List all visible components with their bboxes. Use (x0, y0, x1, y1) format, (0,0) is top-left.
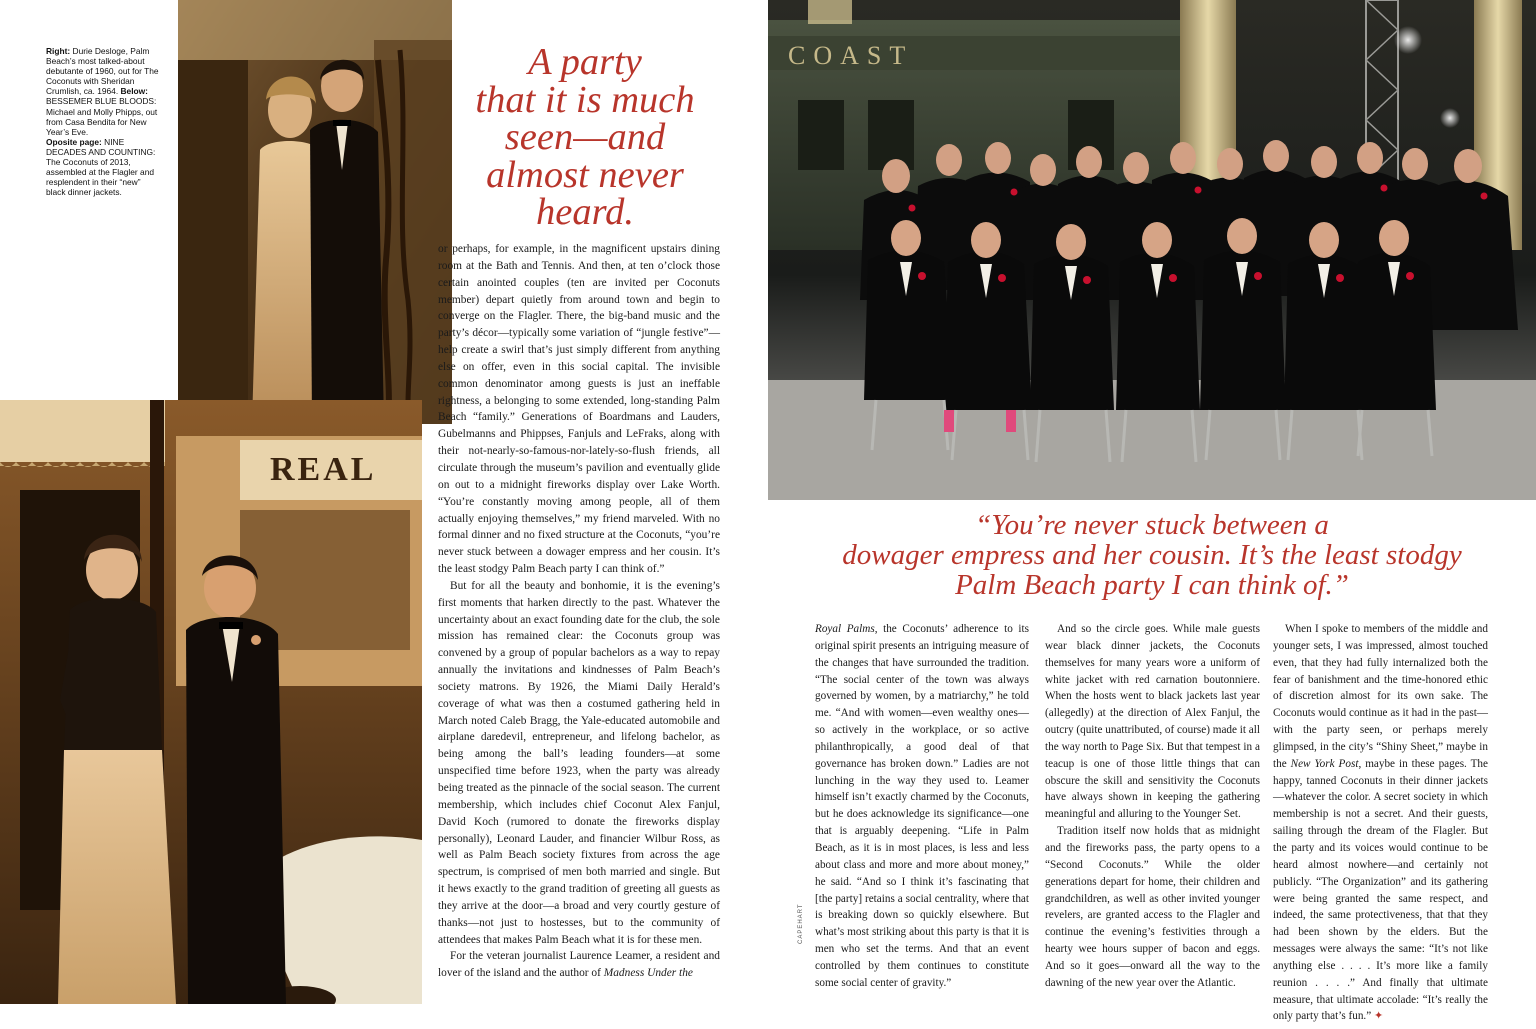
newspaper-italic: New York Post (1290, 757, 1359, 770)
column-4-text-b: , maybe in these pages. The happy, tanned Coconuts in their dinner jackets—whatever the color. A secret society in which membership is not a secret. And their guests, sailing through the dream of the Flagler. But the party and its voices would continue to be heard almost nowhere—and certainly not publicly. “The Organization” and its gathering were being granted the same respect, and indeed, the same protectiveness, that that they had been shown by the elders. But the messages were always the same: “It’s not like anything else . . . . It’s more like a family reunion . . . .” And finally that ultimate measure, that ultimate accolade: “It’s really the only party that’s fun.” (1273, 757, 1488, 1023)
pullquote-line: that it is much (475, 78, 695, 121)
photo-caption (46, 46, 162, 197)
photo-couple-phipps (0, 400, 422, 1004)
pullquote-party-seen (455, 41, 715, 233)
article-column-1 (438, 241, 720, 982)
article-column-2 (815, 621, 1029, 992)
caption-right-label: Right: (46, 46, 71, 56)
pullquote-line: “You’re never stuck between a (975, 509, 1329, 541)
column-1-last-lead: For the veteran journalist Laurence Leamer, a resident and lover of the island and the author of (438, 950, 720, 980)
column-3-paragraph: And so the circle goes. While male guests wear black dinner jackets, the Coconuts themselves for many years wore a uniform of white jacket with red carnation boutonniere. When the hosts went to black jackets last year (allegedly) at the direction of Alex Fanjul, the outcry (quite unattributed, of course) made it all the way north to Page Six. But that tempest in a teacup is one of those little things that can obscure the skill and sensitivity the Coconuts have always shown in keeping the gathering meaningful and alluring to the Younger Set. (1045, 623, 1260, 821)
column-1-paragraph: or perhaps, for example, in the magnificent upstairs dining room at the Bath and Tennis. And then, at ten o’clock those certain anointed couples (ten are invited per Coconuts member) depart quietly from around town and begin to converge on the Flagler. There, the big-band music and the party’s décor—typically some variation of “jungle festive”—help create a swirl that’s just simply different from anything else on offer, even in this social capital. The invisible common denominator among guests is just an ineffable rightness, a belonging to some extended, long-standing Palm Beach “family.” Generations of Boardmans and Lauders, Gubelmanns and Phippses, Fanjuls and LeFraks, along with their not-nearly-so-famous-nor-lately-so-flush friends, all circulate through the museum’s pavilion and eventually glide on out to a midnight fireworks display over Lake Worth. “You’re constantly moving among people, all of them actually enjoying themselves,” my friend marveled. With no formal dinner and no fixed structure at the Coconuts, “you’re never stuck between a dowager empress and her cousin. It’s the least stodgy Palm Beach party I can think of.” (438, 243, 720, 576)
column-2-paragraph (815, 621, 1029, 992)
column-1-last-paragraph (438, 948, 720, 982)
pullquote-line: seen—and (504, 116, 666, 158)
photo-credit: CAPEHART (798, 903, 804, 944)
column-3-paragraph: Tradition itself now holds that as midnight and the fireworks pass, the party opens to a “Second Coconuts.” While the older generations depart for home, their children and grandchildren, as well as other invited younger revelers, are granted access to the Flagler and continue the evening’s festivities through a hearty wee hours supper of bacon and eggs. And so it goes—onward all the way to the dawning of the new year over the Atlantic. (1045, 825, 1260, 989)
column-4-text-a: When I spoke to members of the middle and younger sets, I was impressed, almost touched even, that they had fully internalized both the fear of banishment and the time-honored ethic of discretion almost for its own sake. The Coconuts would continue as it had in the past—with the party seen, or perhaps merely glimpsed, in the city’s “Shiny Sheet,” maybe in the (1273, 623, 1488, 770)
caption-opposite-text: NINE DECADES AND COUNTING: The Coconuts of 2013, assembled at the Flagler and resplendent in their “new” black dinner jackets. (46, 136, 156, 198)
book-title-italic: Madness Under the (603, 967, 693, 980)
column-1-paragraph: But for all the beauty and bonhomie, it is the evening’s first moments that harken directly to the past. Whatever the uncertainty about an exact founding date for the club, the sole mission has remained clear: the Coconuts group was convened by a group of popular bachelors as a way to repay annually the invitations and kindnesses of Palm Beach’s society matrons. By 1926, the Miami Daily Herald’s coverage of what was then a costumed gathering held in March noted Caleb Bragg, the Yale-educated automobile and airplane daredevil, entrepreneur, and lifelong bachelor, as being among the ball’s leading founders—at some unspecified time before 1923, when the party was already being treated as the pinnacle of the social season. The current membership, which includes chief Coconut Alex Fanjul, David Koch (rumored to donate the fireworks display personally), Leonard Lauder, and financier Wilbur Ross, as well as Palm Beach society fixtures from across the age spectrum, is comprised of men both married and single. But it hews exactly to the grand tradition of greeting all guests as they arrive at the door—a broad and very courtly gesture of thanks—not just to hostesses, but to the community of attendees that makes Palm Beach what it is for these men. (438, 579, 720, 946)
column-4-paragraph (1273, 621, 1488, 1025)
pullquote-line: A party (528, 41, 642, 83)
real-sign-text: REAL (270, 451, 377, 488)
pullquote-line: dowager empress and her cousin. It’s the least stodgy (842, 539, 1462, 571)
pullquote-line: Palm Beach party I can think of.” (955, 569, 1349, 601)
column-2-text: , the Coconuts’ adherence to its original spirit presents an intriguing measure of the changes that have surrounded the tradition. “The social center of the town was always governed by women, by a matriarchy,” he told me. “And with women—even wealthy ones—so actively in the workplace, or so active philanthropically, a good deal of that governance has broken down.” Ladies are not lunching in the way they used to. Leamer himself isn’t exactly charmed by the Coconuts, but he does acknowledge its significance—one that is arguably deepening. “Life in Palm Beach, as it is in most places, is less and less about class and more and more about money,” he said. “And so I think it’s fascinating that [the party] retains a social centrality, where that is breaking down so quickly elsewhere. But what’s most striking about this party is that it is men who set the terms. And that an event controlled by them continues to constitute some social center of gravity.” (815, 623, 1029, 989)
book-title-italic: Royal Palms (815, 623, 875, 635)
pullquote-line: heard. (535, 191, 635, 233)
article-column-3 (1045, 621, 1260, 992)
photo-couple-desloge (178, 0, 452, 424)
pullquote-line: almost never (486, 153, 684, 196)
caption-below-label: Below: (120, 86, 148, 97)
caption-opposite-label: Oposite page: (46, 136, 102, 147)
end-mark-icon: ✦ (1373, 1010, 1384, 1023)
caption-below-text: BESSEMER BLUE BLOODS: Michael and Molly Phipps, out from Casa Bendita for New Year’s Eve. (46, 96, 158, 137)
photo-coconuts-group (768, 0, 1536, 500)
pullquote-never-stuck (768, 510, 1536, 600)
train-sign-text: COAST (788, 41, 914, 70)
article-column-4 (1273, 621, 1488, 1025)
caption-right-text: Durie Desloge, Palm Beach’s most talked-about debutante of 1960, out for The Coconuts with Sheridan Crumlish, ca. 1964. (46, 46, 159, 97)
